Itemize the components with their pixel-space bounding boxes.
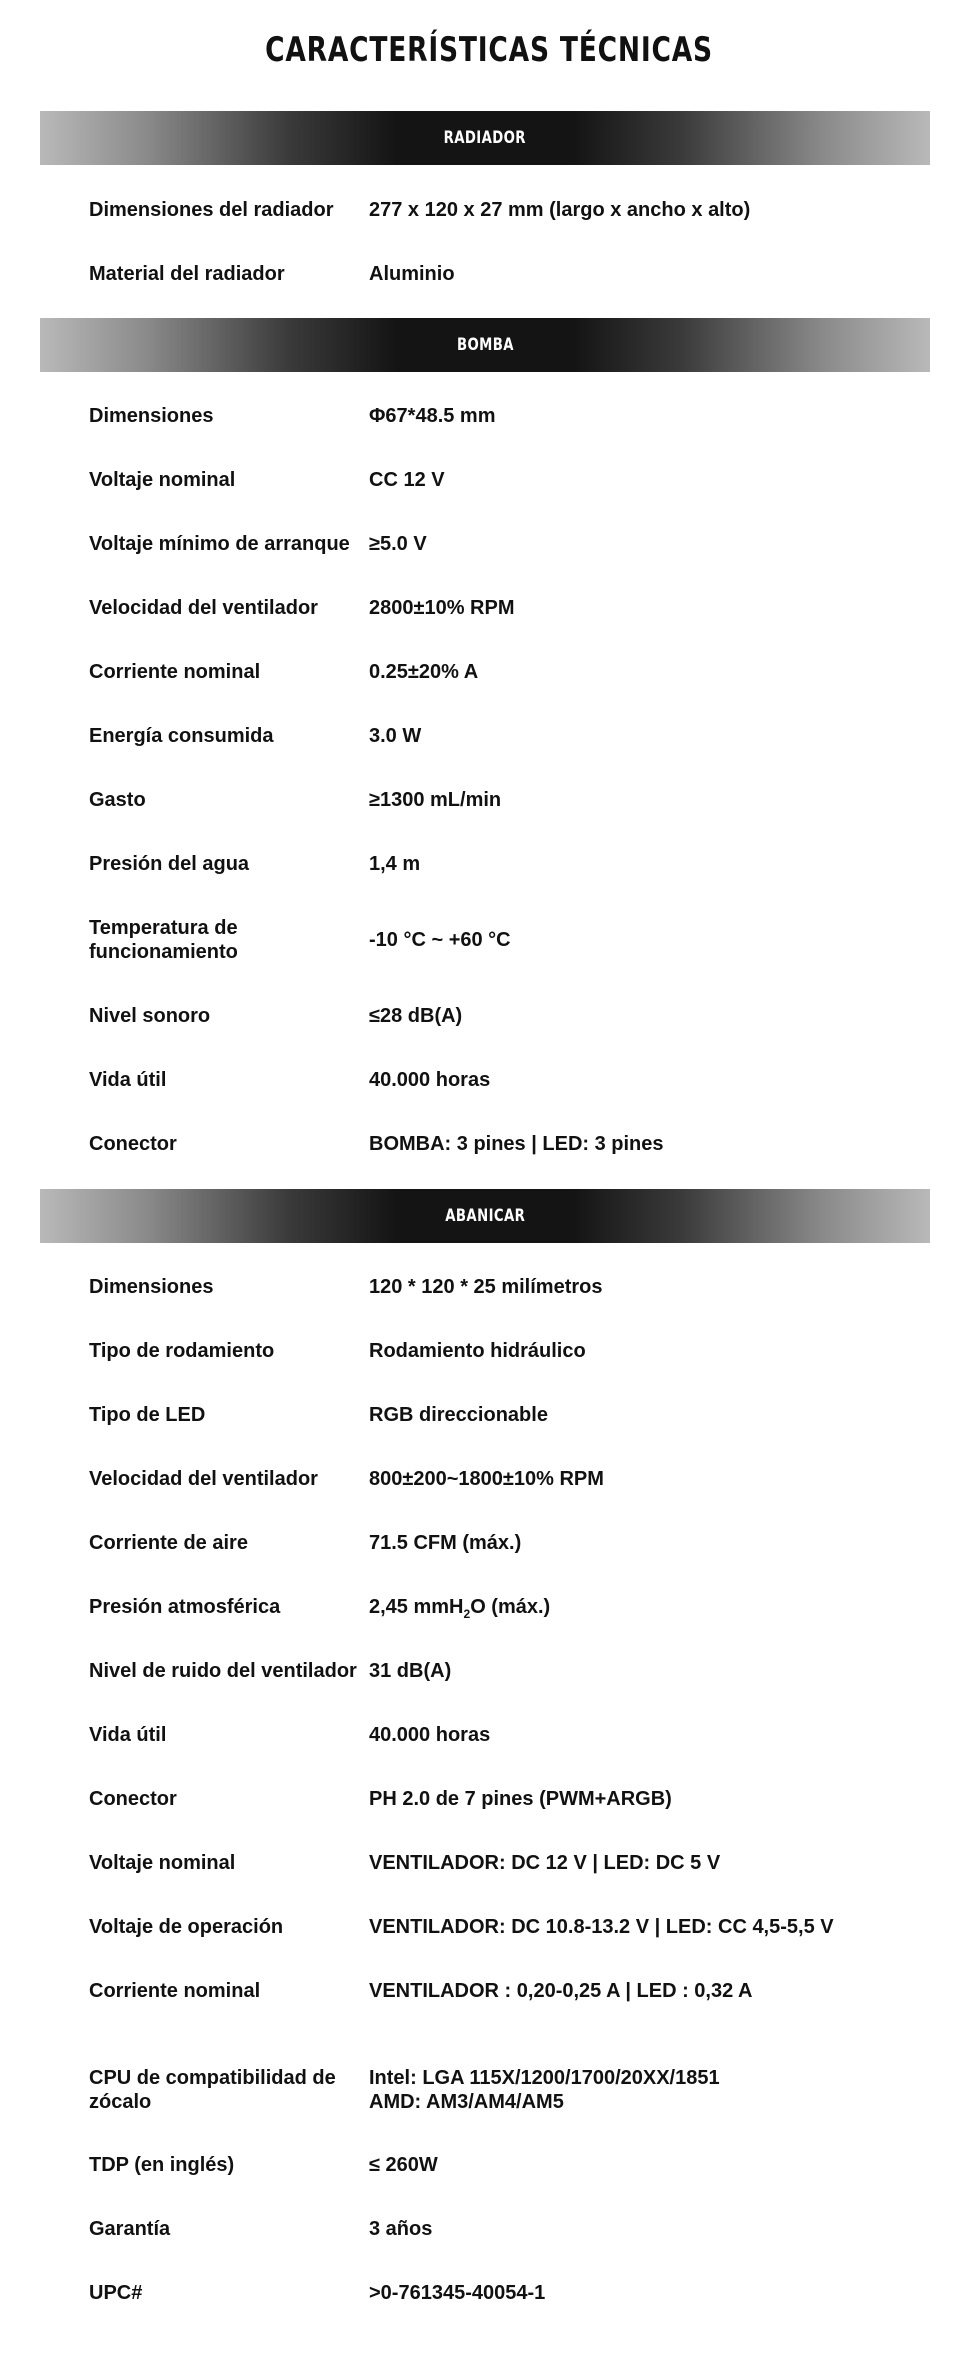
spec-value: ≤ 260W: [369, 2154, 438, 2176]
spec-value: VENTILADOR : 0,20-0,25 A | LED : 0,32 A: [369, 1980, 753, 2002]
spec-label: Velocidad del ventilador: [89, 597, 318, 619]
spec-value: 71.5 CFM (máx.): [369, 1532, 522, 1554]
spec-value: RGB direccionable: [369, 1404, 548, 1426]
spec-value: 0.25±20% A: [369, 661, 479, 683]
spec-label: Dimensiones: [89, 1276, 214, 1298]
spec-label: Voltaje nominal: [89, 1852, 236, 1874]
spec-label: Conector: [89, 1788, 177, 1810]
spec-value: 120 * 120 * 25 milímetros: [369, 1276, 603, 1298]
spec-value: Aluminio: [369, 263, 455, 285]
spec-value: Intel: LGA 115X/1200/1700/20XX/1851 AMD: AM3/AM4/AM5: [369, 2067, 720, 2113]
spec-value: Rodamiento hidráulico: [369, 1340, 586, 1362]
spec-label: Vida útil: [89, 1724, 167, 1746]
section-header-radiador: [40, 111, 930, 165]
spec-label: Dimensiones del radiador: [89, 199, 334, 221]
value-part: O (máx.): [470, 1596, 551, 1618]
spec-label: Corriente nominal: [89, 661, 261, 683]
spec-label: Temperatura de funcionamiento: [89, 917, 238, 963]
spec-label: Conector: [89, 1133, 177, 1155]
spec-value: VENTILADOR: DC 10.8-13.2 V | LED: CC 4,5-5,5 V: [369, 1916, 834, 1938]
spec-value: 1,4 m: [369, 853, 421, 875]
spec-label: Dimensiones: [89, 405, 214, 427]
spec-label: Velocidad del ventilador: [89, 1468, 318, 1490]
spec-label: Tipo de LED: [89, 1404, 206, 1426]
value-part: 2,45 mmH: [369, 1596, 464, 1618]
spec-label: Presión del agua: [89, 853, 250, 875]
value-subscript: 2: [463, 1607, 471, 1621]
page-title: CARACTERÍSTICAS TÉCNICAS: [265, 30, 713, 70]
spec-label: Nivel de ruido del ventilador: [89, 1660, 357, 1682]
spec-label: Voltaje de operación: [89, 1916, 284, 1938]
spec-value: 2800±10% RPM: [369, 597, 515, 619]
spec-value: 40.000 horas: [369, 1724, 491, 1746]
spec-label: Nivel sonoro: [89, 1005, 211, 1027]
spec-value: 3 años: [369, 2218, 433, 2240]
spec-value: 800±200~1800±10% RPM: [369, 1468, 604, 1490]
spec-label: UPC#: [89, 2282, 143, 2304]
spec-label: Garantía: [89, 2218, 171, 2240]
spec-label: Voltaje mínimo de arranque: [89, 533, 350, 555]
spec-value: 277 x 120 x 27 mm (largo x ancho x alto): [369, 199, 751, 221]
spec-label: TDP (en inglés): [89, 2154, 235, 2176]
spec-value: ≥1300 mL/min: [369, 789, 502, 811]
spec-value: CC 12 V: [369, 469, 445, 491]
section-title: BOMBA: [456, 335, 514, 355]
spec-label: Gasto: [89, 789, 146, 811]
spec-label: Corriente nominal: [89, 1980, 261, 2002]
spec-value: >0-761345-40054-1: [369, 2282, 546, 2304]
spec-label: CPU de compatibilidad de zócalo: [89, 2067, 336, 2113]
spec-label: Material del radiador: [89, 263, 285, 285]
spec-label: Presión atmosférica: [89, 1596, 281, 1618]
spec-value: PH 2.0 de 7 pines (PWM+ARGB): [369, 1788, 672, 1810]
spec-value: ≤28 dB(A): [369, 1005, 463, 1027]
spec-value: ≥5.0 V: [369, 533, 427, 555]
section-title: RADIADOR: [443, 128, 527, 148]
spec-value: -10 °C ~ +60 °C: [369, 929, 511, 951]
spec-value: BOMBA: 3 pines | LED: 3 pines: [369, 1133, 664, 1155]
spec-value: [369, 1595, 929, 1619]
spec-value: Φ67*48.5 mm: [369, 405, 496, 427]
spec-value: 3.0 W: [369, 725, 422, 747]
spec-value: 40.000 horas: [369, 1069, 491, 1091]
section-header-abanicar: [40, 1189, 930, 1243]
spec-label: Voltaje nominal: [89, 469, 236, 491]
spec-value: 31 dB(A): [369, 1660, 452, 1682]
spec-value: VENTILADOR: DC 12 V | LED: DC 5 V: [369, 1852, 721, 1874]
spec-label: Corriente de aire: [89, 1532, 248, 1554]
section-title: ABANICAR: [444, 1206, 525, 1226]
spec-label: Vida útil: [89, 1069, 167, 1091]
section-header-bomba: [40, 318, 930, 372]
spec-label: Tipo de rodamiento: [89, 1340, 275, 1362]
spec-label: Energía consumida: [89, 725, 274, 747]
